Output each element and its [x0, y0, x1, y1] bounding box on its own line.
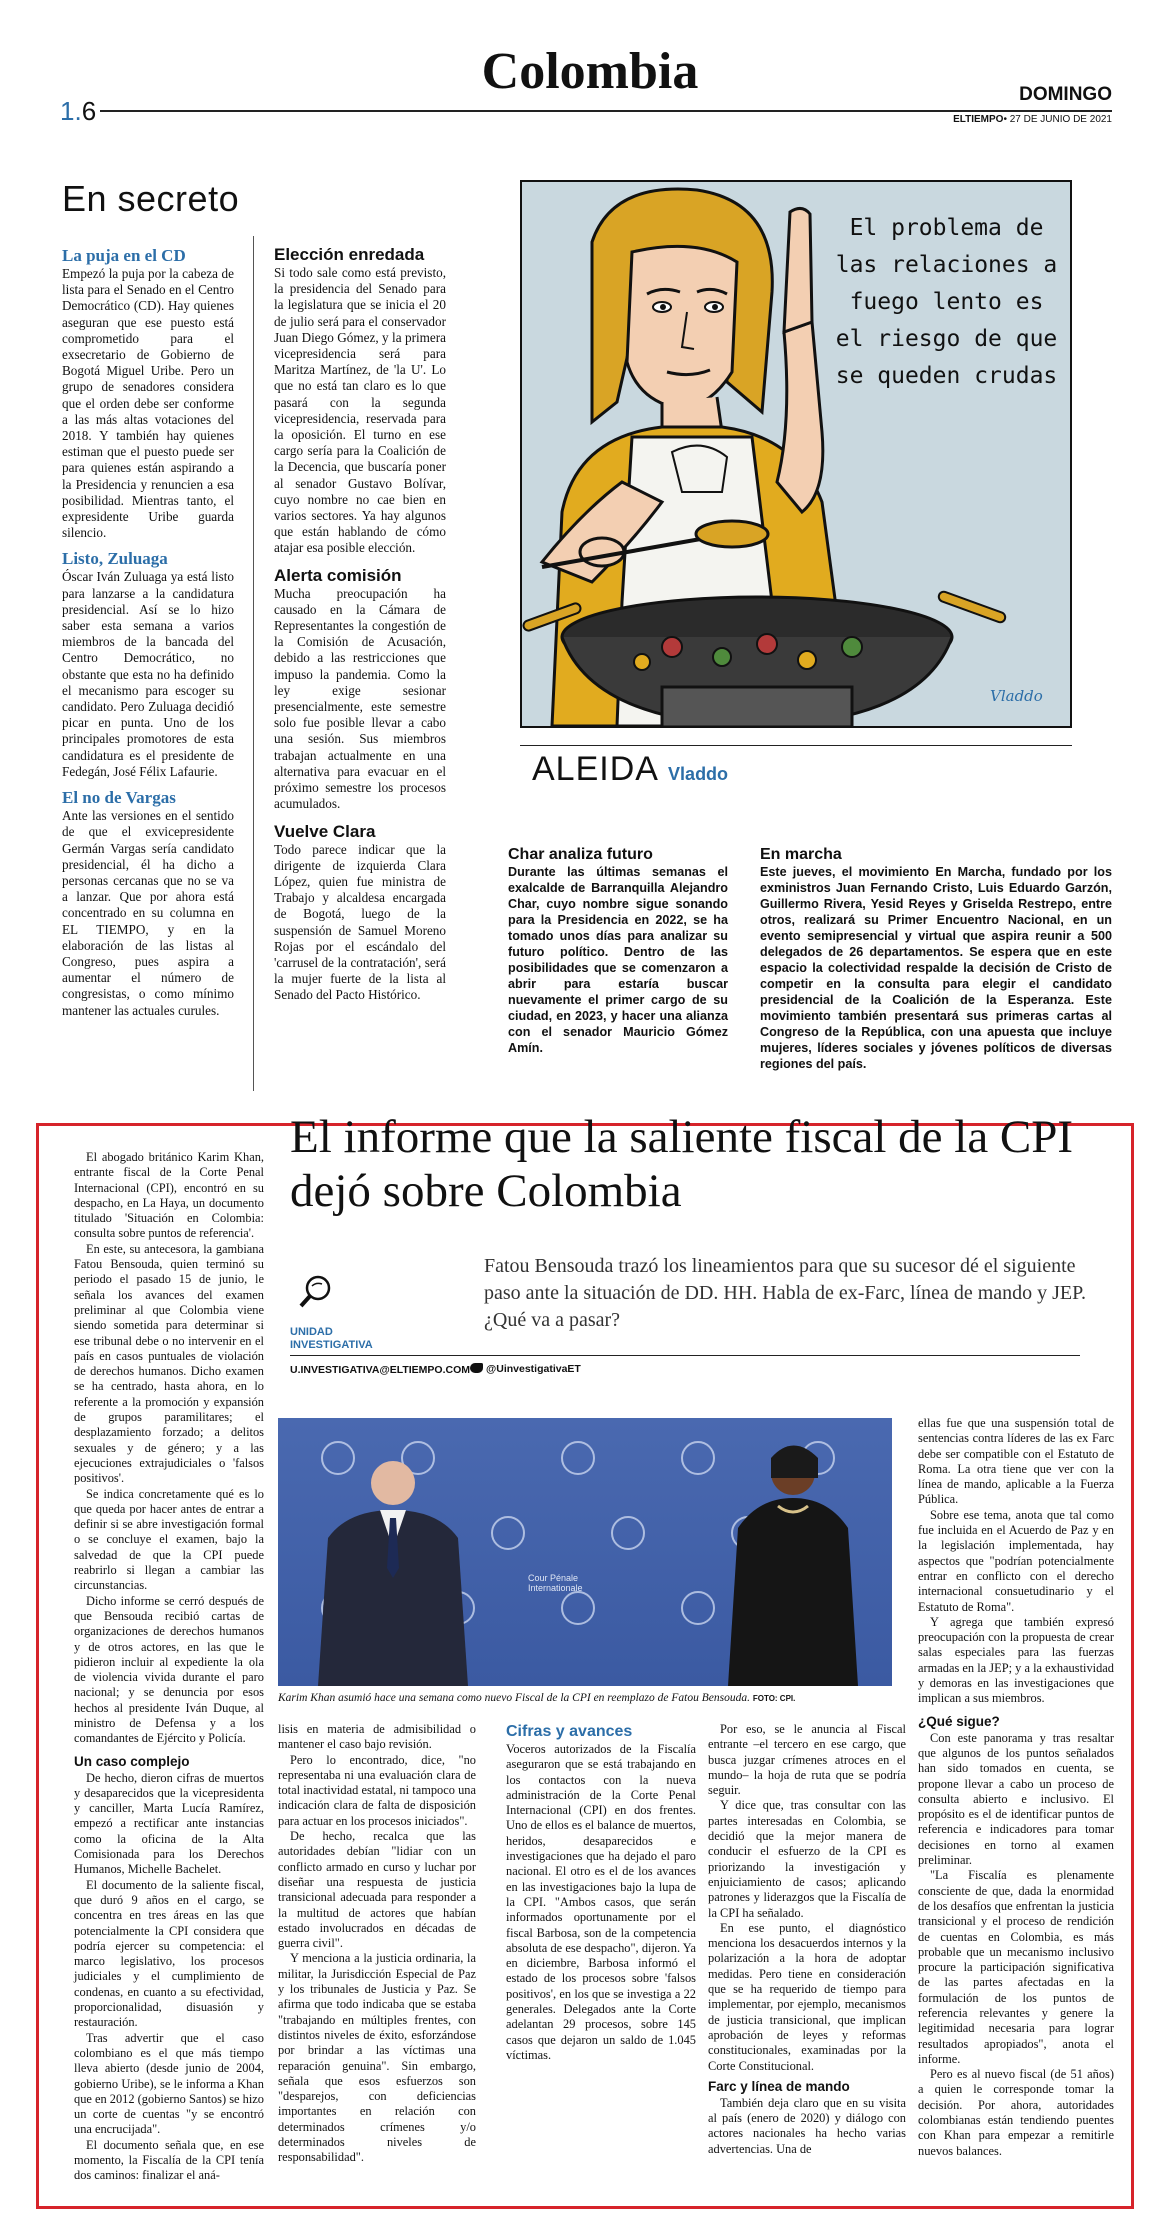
- article-paragraph: Pero lo encontrado, dice, "no representaba ni una evaluación clara de total inactividad estatal, ni tampoco una indicación clara de falta de disposición para actuar en los procesos iniciados".: [278, 1752, 476, 1828]
- article-paragraph: Tras advertir que el caso colombiano es el que más tiempo lleva abierto (desde junio de 2004, gobierno Uribe), se le informa a Khan que en 2012 (gobierno Santos) se hizo un corte de cuentas "y se encontró una encrucijada".: [74, 2030, 264, 2137]
- article-col-5: [918, 1416, 1114, 2159]
- secreto-heading: Elección enredada: [274, 245, 425, 264]
- cartoon-signature: Vladdo: [990, 687, 1043, 705]
- magnifier-icon: [296, 1272, 336, 1312]
- byline-email: U.INVESTIGATIVA@ELTIEMPO.COM: [290, 1364, 470, 1376]
- header-rule: [100, 110, 1112, 112]
- article-paragraph: El documento de la saliente fiscal, que duró 9 años en el cargo, se concentra en tres áreas en las que potencialmente la CPI considera que podría ejercer su competencia: el marco legislativo, los procesos judiciales y el cumplimiento de condenas, en cuanto a su efectividad, proporcionalidad, disuasión y restauración.: [74, 1877, 264, 2030]
- article-paragraph: Sobre ese tema, anota que tal como fue incluida en el Acuerdo de Paz y en la legislación implementada, hay aspectos que "podrían potencialmente entrar en conflicto con el derecho internacional consuetudinario y el Estatuto de Roma".: [918, 1507, 1114, 1614]
- secreto-col-divider: [253, 236, 254, 1091]
- en-marcha-item: [760, 846, 1112, 1072]
- secreto-text: Si todo sale como está previsto, la presidencia del Senado para la legislatura que se inicia el 20 de julio será para el conservador Juan Diego Gómez, y la primera vicepresidencia será para Maritza Martínez, de 'la U'. Lo que no está tan claro es lo que pasará con la segunda vicepresidencia, reservada para la oposición. El turno en ese cargo sería para la Coalición de la Decencia, que buscaría poner al senador Gustavo Bolívar, cuyo nombre no cae bien en varios sectores. Ya hay algunos que están hablando de cómo atajar esa posible elección.: [274, 265, 446, 556]
- page-number-value: 6: [81, 96, 97, 126]
- twitter-icon: [470, 1363, 483, 1373]
- cartoon-panel: [520, 180, 1072, 728]
- unit-label-line1: UNIDAD: [290, 1326, 333, 1338]
- strip-title: [532, 750, 728, 789]
- secreto-col1: [62, 246, 234, 1019]
- unit-icon: [296, 1272, 336, 1312]
- article-paragraph: Pero es al nuevo fiscal (de 51 años) a quien le corresponde tomar la decisión. Por ahora, autoridades colombianas están tendiendo puentes con Khan para empezar a remitirle nuevos balances.: [918, 2067, 1114, 2158]
- article-col-3: [506, 1722, 696, 2063]
- article-paragraph: En este, su antecesora, la gambiana Fatou Bensouda, quien terminó su periodo el pasado 15 de junio, le señala los avances del examen preliminar al que Colombia viene siendo sometida para determinar si ese tribunal debe o no intervenir en el país en casos puntuales de violación de derechos humanos. Dicho examen se ha centrado, hasta ahora, en lo referente a la promoción y expansión de grupos paramilitares; el desplazamiento forzado; a delitos sexuales y de género; y a las ejecuciones extrajudiciales o 'falsos positivos'.: [74, 1241, 264, 1486]
- strip-title-text: ALEIDA: [532, 750, 659, 788]
- article-paragraph: Y agrega que también expresó preocupación con la propuesta de crear salas especiales para las fuerzas armadas en la JEP; y a la exhaustividad y demoras en las investigaciones que implican a sus miembros.: [918, 1614, 1114, 1706]
- date-text: • 27 DE JUNIO DE 2021: [1003, 114, 1112, 125]
- article-paragraph: El abogado británico Karim Khan, entrante fiscal de la Corte Penal Internacional (CPI), encontró en su despacho, en La Haya, un documento titulado 'Situación en Colombia: consulta sobre puntos de referencia'.: [74, 1150, 264, 1241]
- secreto-heading: En marcha: [760, 846, 842, 863]
- photo-caption-text: Karim Khan asumió hace una semana como nuevo Fiscal de la CPI en reemplazo de Fatou Bensouda.: [278, 1692, 750, 1704]
- article-subheading: Cifras y avances: [506, 1723, 633, 1740]
- article-subheading: ¿Qué sigue?: [918, 1713, 1000, 1729]
- secreto-text: Mucha preocupación ha causado en la Cámara de Representantes la congestión de la Comisión de Acusación, debido a las restricciones que impuso la pandemia. Como la ley exige sesionar presencialmente, este semestre solo fue posible llevar a cabo una sesión. Sus miembros trabajan actualmente en una alternativa para evacuar en el próximo semestre los procesos acumulados.: [274, 585, 446, 812]
- secreto-heading: La puja en el CD: [62, 246, 186, 265]
- article-col-2: [278, 1722, 476, 2166]
- photo-caption: [278, 1692, 892, 1704]
- section-title: Colombia: [481, 43, 699, 100]
- page-number: [60, 96, 96, 127]
- article-paragraph: ellas fue que una suspensión total de sentencias contra líderes de las ex Farc debe ser compatible con el Estatuto de Roma. La otra tiene que ver con la línea de mando, aplicable a la Fuerza Pública.: [918, 1416, 1114, 1507]
- article-paragraph: Dicho informe se cerró después de que Bensouda recibió cartas de organizaciones de derechos humanos y de otros actores, en las que le pidieron incluir al expediente la ola de violencia vivida durante el paro nacional; y se denuncia por esos hechos al presidente Iván Duque, al ministro de Defensa y a los comandantes de Ejército y Policía.: [74, 1593, 264, 1746]
- article-subheading: Farc y línea de mando: [708, 2078, 850, 2094]
- article-paragraph: Se indica concretamente qué es lo que queda por hacer antes de entrar a definir si se abre investigación formal o se concluye el examen, bajo la salvedad de que la CPI puede reabrirlo si llegan a cambiar las circunstancias.: [74, 1486, 264, 1593]
- secreto-heading: Listo, Zuluaga: [62, 549, 168, 569]
- day-label: DOMINGO: [1019, 84, 1112, 105]
- dateline: [900, 114, 1112, 125]
- article-headline: El informe que la saliente fiscal de la CPI dejó sobre Colombia: [290, 1111, 1074, 1217]
- cartoon-caption: El problema de las relaciones a fuego lento es el riesgo de que se queden crudas: [835, 215, 1058, 389]
- secreto-text: Empezó la puja por la cabeza de lista para el Senado en el Centro Democrático (CD). Hay quienes aseguran que ese puesto está comprometido para el exsecretario de Gobierno de Bogotá Miguel Uribe. Pero un grupo de senadores considera que el orden debe ser conforme a las más altas votaciones del 2018. Y también hay quienes estiman que el puesto puede ser para quienes están aspirando a la Presidencia y renuncien a esa posibilidad. Mientras tanto, el expresidente Uribe guarda silencio.: [62, 266, 234, 541]
- secreto-col2: [274, 244, 446, 1004]
- article-paragraph: "La Fiscalía es plenamente consciente de que, dada la enormidad de los desafíos que enfrentan la justicia transicional y el proceso de rendición de cuentas en Colombia, es más probable que un mecanismo inclusivo procure la participación significativa de las partes afectadas en la formulación de los puntos de referencia relevantes y genere la legitimidad necesaria para lograr resultados apropiados", anota el informe.: [918, 1868, 1114, 2066]
- secreto-text: Ante las versiones en el sentido de que el exvicepresidente Germán Vargas sería candidato presidencial, él ha dicho a personas cercanas que no se va a lanzar. Que por ahora está concentrado en su columna en EL TIEMPO, y en la elaboración de las listas al Congreso, pues aspira a aumentar el número de congresistas, o como mínimo mantener las actuales curules.: [62, 808, 234, 1018]
- secreto-heading: Alerta comisión: [274, 565, 402, 585]
- secreto-text: Óscar Iván Zuluaga ya está listo para lanzarse a la candidatura presidencial. Así se lo hizo saber esta semana a varios miembros de la bancada del Centro Democrático, no obstante que esta no ha definido el mecanismo para escoger su candidato. Pero Zuluaga decidió picar en punta. Uno de los principales promotores de esta candidatura es el presidente de Fedegán, José Félix Lafaurie.: [62, 569, 234, 779]
- article-paragraph: lisis en materia de admisibilidad o mantener el caso bajo revisión.: [278, 1722, 476, 1752]
- unit-label-line2: INVESTIGATIVA: [290, 1339, 373, 1351]
- photo-credit: FOTO: CPI.: [752, 1694, 796, 1703]
- secreto-title: En secreto: [62, 178, 240, 219]
- twitter-handle: @UinvestigativaET: [486, 1363, 581, 1375]
- article-paragraph: También deja claro que en su visita al país (enero de 2020) y diálogo con actores nacionales ha hecho varias advertencias. Una de: [708, 2095, 906, 2156]
- secreto-heading: Vuelve Clara: [274, 821, 376, 841]
- secreto-text: Todo parece indicar que la dirigente de izquierda Clara López, quien fue ministra de Trabajo y alcaldesa encargada de Bogotá, luego de la suspensión de Samuel Moreno Rojas por el escándalo del 'carrusel de la contratación', será la mujer fuerte de la lista al Senado del Pacto Histórico.: [274, 841, 446, 1003]
- brand-name: ELTIEMPO: [953, 114, 1004, 125]
- strip-author: Vladdo: [668, 764, 729, 784]
- secreto-text: Este jueves, el movimiento En Marcha, fundado por los exministros Juan Fernando Cristo, Luis Eduardo Garzón, Guillermo Rivera, Yesid Reyes y Griselda Restrepo, entre otros, realizará su Primer Encuentro Nacional, en un evento semipresencial y virtual que aspira reunir a 500 delegados de 26 departamentos. Se espera que en este espacio la colectividad respalde la decisión de Cristo de competir en la consulta para elegir el candidato presidencial de la Coalición de la Esperanza. Este movimiento también presentará sus primeras cartas al Congreso de la República, con una apuesta que incluye mujeres, líderes sociales y jóvenes políticos de diversas regiones del país.: [760, 865, 1112, 1071]
- article-paragraph: Voceros autorizados de la Fiscalía aseguraron que se está trabajando en los contactos con la nueva administración de la Corte Penal Internacional (CPI) en dos frentes. Uno de ellos es el balance de muertos, heridos, desaparecidos e investigaciones que ha dejado el paro nacional. El otro es el de los avances en las investigaciones bajo la lupa de la CPI. "Ambos casos, que serán informados oportunamente por el fiscal Barbosa, son de la competencia absoluta de ese despacho", dijeron. Ya en diciembre, Barbosa informó el estado de los procesos sobre 'falsos positivos', en los que se investiga a 22 generales. Delegados ante la Corte adelantan 29 procesos, sobre 145 casos que dejaron un saldo de 1.045 víctimas.: [506, 1742, 696, 2062]
- article-paragraph: Con este panorama y tras resaltar que algunos de los puntos señalados han sido tomados en cuenta, se propone llevar a cabo un proceso de consulta abierto e inclusivo. El propósito es el de identificar puntos de referencia e indicadores para tomar decisiones en torno al examen preliminar.: [918, 1730, 1114, 1868]
- article-paragraph: El documento señala que, en ese momento, la Fiscalía de la CPI tenía dos caminos: finalizar el aná-: [74, 2137, 264, 2183]
- article-deck: Fatou Bensouda trazó los lineamientos para que su sucesor dé el siguiente paso ante la situación de DD. HH. Habla de ex-Farc, línea de mando y JEP. ¿Qué va a pasar?: [484, 1255, 1087, 1331]
- article-paragraph: Y menciona a la justicia ordinaria, la militar, la Jurisdicción Especial de Paz y los tribunales de Justicia y Paz. Se afirma que todo indicaba que se estaba "trabajando en múltiples frentes, con distintos niveles de éxito, esforzándose por brindar a las víctimas una reparación genuina". Sin embargo, señala que esos esfuerzos son "desparejos, con deficiencias importantes en relación con determinados crímenes y/o determinados niveles de responsabilidad".: [278, 1951, 476, 2165]
- article-paragraph: Por eso, se le anuncia al Fiscal entrante –el tercero en ese cargo, que busca juzgar crímenes atroces en el mundo– la hoja de ruta que se podría seguir.: [708, 1722, 906, 1798]
- article-col-4: [708, 1722, 906, 2157]
- byline-twitter: [470, 1363, 581, 1375]
- char-item: [508, 846, 728, 1056]
- article-photo: [278, 1418, 892, 1686]
- article-col-1: [74, 1150, 264, 2184]
- cpi-backdrop: [278, 1418, 892, 1686]
- secreto-heading: Char analiza futuro: [508, 846, 653, 863]
- unit-label: [290, 1326, 373, 1352]
- article-paragraph: De hecho, dieron cifras de muertos y desaparecidos que la vicepresidenta y canciller, Marta Lucía Ramírez, empezó a rectificar ante instancias como la oficina de la Alta Comisionada para los Derechos Humanos, Michelle Bachelet.: [74, 1770, 264, 1877]
- article-paragraph: De hecho, recalca que las autoridades debían "lidiar con un conflicto armado en curso y luchar por diseñar una respuesta de justicia transicional adecuada para responder a la multitud de actores que habían estado involucrados en décadas de guerra civil".: [278, 1829, 476, 1951]
- secreto-heading: El no de Vargas: [62, 788, 176, 808]
- byline-rule: [290, 1355, 1080, 1356]
- article-paragraph: En ese punto, el diagnóstico menciona los desacuerdos internos y la polarización a la hora de adoptar medidas. Pero tiene en consideración que se ha requerido de tiempo para implementar, por ejemplo, mecanismos de justicia transicional, que implican aprobación de leyes y reformas constitucionales, examinadas por la Corte Constitucional.: [708, 1920, 906, 2073]
- page-number-prefix: 1.: [60, 96, 82, 126]
- backdrop-text: Cour Pénale Internationale: [528, 1573, 583, 1593]
- article-subheading: Un caso complejo: [74, 1753, 190, 1769]
- secreto-text: Durante las últimas semanas el exalcalde de Barranquilla Alejandro Char, cuyo nombre sigue sonando para la Presidencia en 2022, se ha tomado unos días para analizar su futuro político. Dentro de las posibilidades que se comenzaron a abrir para estaría buscar nuevamente el primer cargo de su ciudad, en 2023, y hacer una alianza con el senador Mauricio Gómez Amín.: [508, 865, 728, 1055]
- strip-rule: [520, 745, 1072, 746]
- article-paragraph: Y dice que, tras consultar con las partes interesadas en Colombia, se decidió que la mejor manera de conducir el esfuerzo de la CPI es priorizando la investigación y enjuiciamiento de casos; aplicando patrones y liderazgos que la Fiscalía de la CPI ha señalado.: [708, 1798, 906, 1920]
